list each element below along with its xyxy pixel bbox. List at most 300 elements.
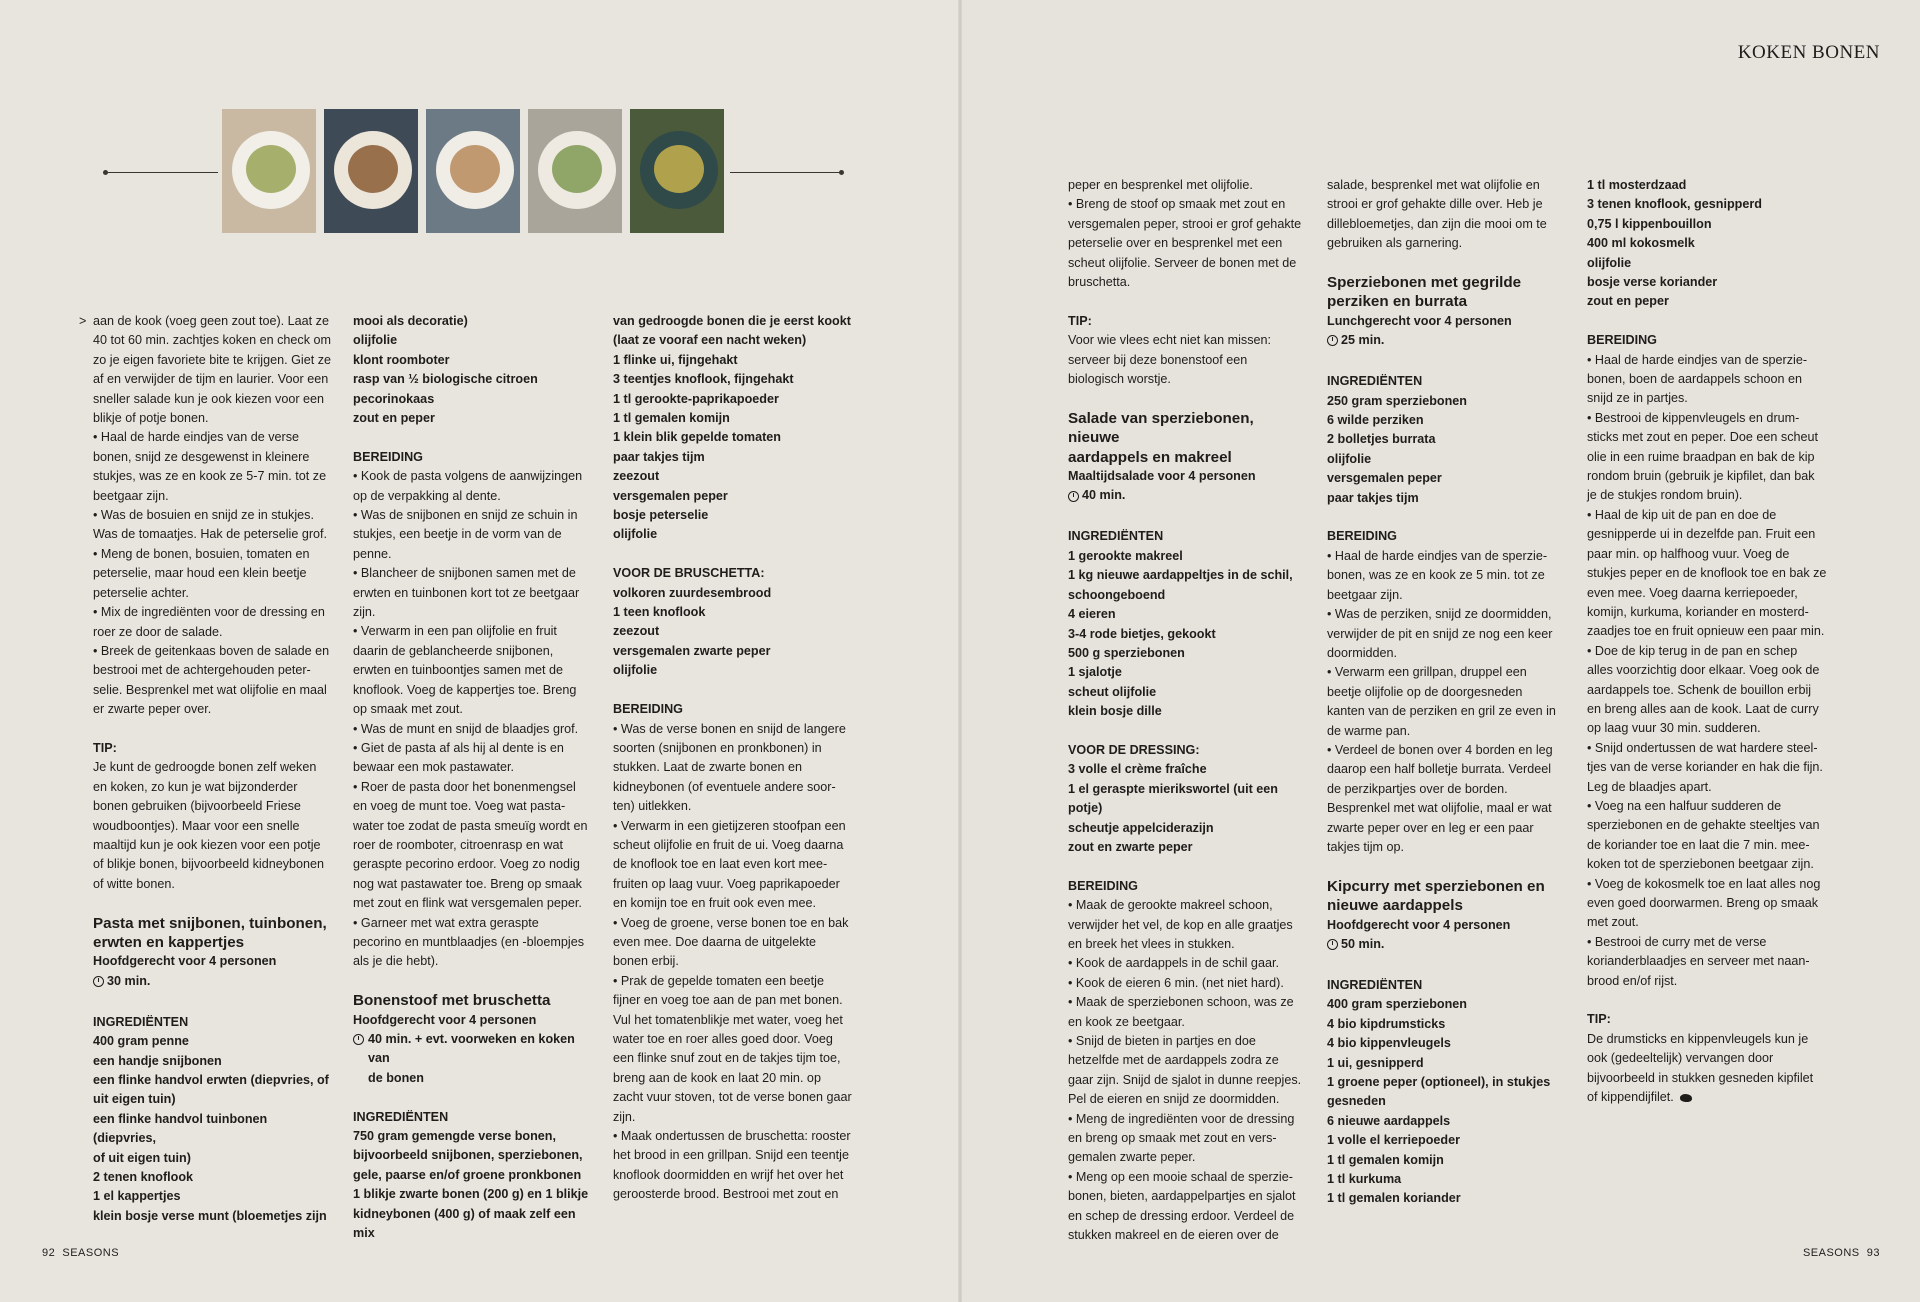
section-header: KOKEN BONEN <box>1737 42 1880 63</box>
column-3 <box>613 312 853 1205</box>
text-line: beetje olijfolie op de doorgesneden <box>1327 684 1523 699</box>
text-line: kanten van de perziken en gril ze even in <box>1327 704 1556 719</box>
text-line: 1 flinke ui, fijngehakt <box>613 352 738 367</box>
text-line: zwarte peper over en leg er een paar <box>1327 820 1534 835</box>
text-line: af en verwijder de tijm en laurier. Voor een <box>93 372 329 387</box>
text-line: zeezout <box>613 469 660 484</box>
text-line: 1 volle el kerriepoeder <box>1327 1133 1461 1148</box>
text-line: 3 volle el crème fraîche <box>1068 762 1207 777</box>
curry-photo <box>630 109 724 233</box>
recipe-time <box>1327 331 1384 350</box>
text-line: gebruiken als garnering. <box>1327 236 1463 251</box>
clock-icon <box>353 1034 364 1045</box>
magazine-name-left: SEASONS <box>62 1247 120 1259</box>
text-line: bonen, was ze en kook ze 5 min. tot ze <box>1327 568 1545 583</box>
text-line: Was de tomaatjes. Hak de peterselie grof. <box>93 527 328 542</box>
column-2 <box>353 312 593 1243</box>
text-line: Vul het tomatenblikje met water, voeg het <box>613 1012 843 1027</box>
text-line: sticks met zout en peper. Doe een scheut <box>1587 430 1819 445</box>
text-line: en voeg de munt toe. Voeg wat pasta- <box>353 799 566 814</box>
text-line: komijn, kurkuma, koriander en mosterd- <box>1587 604 1809 619</box>
text-line: De drumsticks en kippenvleugels kun je <box>1587 1031 1809 1046</box>
text-line: olijfolie <box>1327 451 1372 466</box>
recipe-time <box>93 972 150 991</box>
text-line: paar takjes tijm <box>613 449 705 464</box>
food-shape <box>654 145 704 193</box>
text-line: bonen erbij. <box>613 954 679 969</box>
text-line: • Meng de ingrediënten voor de dressing <box>1068 1111 1295 1126</box>
text-line: Sperziebonen met gegrilde <box>1327 274 1522 292</box>
text-line: 750 gram gemengde verse bonen, <box>353 1129 556 1144</box>
text-line: kidneybonen (400 g) of maak zelf een mix <box>353 1206 576 1241</box>
ingredients-label: INGREDIËNTEN <box>1068 529 1164 544</box>
text-line: zijn. <box>613 1109 636 1124</box>
text-line: • Garneer met wat extra geraspte <box>353 915 539 930</box>
text-line: geraspte pecorino erdoor. Voeg zo nodig <box>353 857 580 872</box>
food-shape <box>348 145 398 193</box>
text-line: biologisch worstje. <box>1068 372 1171 387</box>
page-number-left: 92 <box>42 1247 56 1259</box>
text-line: gesneden <box>1327 1094 1386 1109</box>
text-line: brood en/of rijst. <box>1587 973 1678 988</box>
text-line: nieuwe aardappels <box>1327 897 1463 915</box>
text-line: 1 tl kurkuma <box>1327 1172 1402 1187</box>
food-shape <box>450 145 500 193</box>
thumbnail-strip <box>222 109 724 233</box>
text-line: of witte bonen. <box>93 876 175 891</box>
recipe-title-salade <box>1068 409 1308 467</box>
text-line: selie. Besprenkel met wat olijfolie en maal <box>93 682 327 697</box>
text-line: stukken makreel en de eieren over de <box>1068 1228 1279 1243</box>
text-line: • Kook de eieren 6 min. (net niet hard). <box>1068 975 1284 990</box>
text-line: olijfolie <box>1587 255 1632 270</box>
tip-text <box>93 758 333 894</box>
folio-left <box>42 1247 119 1259</box>
text-line: pecorino en muntblaadjes (en -bloempjes <box>353 934 585 949</box>
tip-label: TIP: <box>1068 313 1092 328</box>
text-line: even goed doorwarmen. Breng op smaak <box>1587 896 1819 911</box>
text-line: takjes tijm op. <box>1327 839 1404 854</box>
text-line: ten) uitlekken. <box>613 799 692 814</box>
recipe-time-value: 40 min. <box>1082 488 1126 503</box>
text-line: maaltijd kun je ook kiezen voor een potje <box>93 837 321 852</box>
text-line: beetgaar zijn. <box>93 488 169 503</box>
text-line: 1 tl gemalen komijn <box>1327 1152 1444 1167</box>
ingredients-label: INGREDIËNTEN <box>1327 374 1423 389</box>
column-5 <box>1327 176 1567 1209</box>
text-line: bijvoorbeeld snijbonen, sperziebonen, <box>353 1148 583 1163</box>
text-line: olijfolie <box>613 663 658 678</box>
mackerel-salad-photo <box>426 109 520 233</box>
text-line: • Doe de kip terug in de pan en schep <box>1587 643 1798 658</box>
text-line: koken tot de sperziebonen beetgaar zijn. <box>1587 857 1814 872</box>
recipe-type: Lunchgerecht voor 4 personen <box>1327 313 1512 328</box>
text-line: als je die hebt). <box>353 954 439 969</box>
preparation-label: BEREIDING <box>1068 878 1138 893</box>
text-line: daarin de geblancheerde snijbonen, <box>353 643 554 658</box>
text-line: snijd ze in partjes. <box>1587 391 1688 406</box>
text-line: 40 tot 60 min. zachtjes koken en check om <box>93 333 332 348</box>
ingredients-list <box>93 1032 333 1226</box>
text-line: blikje of potje bonen. <box>93 411 209 426</box>
pasta-beans-photo <box>222 109 316 233</box>
text-line: • Snijd ondertussen de wat hardere steel- <box>1587 740 1818 755</box>
text-line: stukjes, was ze en kook ze 5-7 min. tot ze <box>93 469 327 484</box>
text-line: bewaar een mok pastawater. <box>353 760 515 775</box>
text-line: versgemalen peper <box>613 488 728 503</box>
text-line: 1 ui, gesnipperd <box>1327 1055 1424 1070</box>
text-line: • Was de bosuien en snijd ze in stukjes. <box>93 508 314 523</box>
recipe-type: Hoofdgerecht voor 4 personen <box>1327 917 1511 932</box>
text-line: met zout en flink wat versgemalen peper. <box>353 896 582 911</box>
text-line: Besprenkel met wat olijfolie, maal er wat <box>1327 801 1552 816</box>
text-line: beetgaar zijn. <box>1327 587 1403 602</box>
text-line: schoongeboend <box>1068 587 1166 602</box>
ingredients-list <box>1587 176 1827 312</box>
text-line: 400 gram penne <box>93 1034 189 1049</box>
text-line: perziken en burrata <box>1327 293 1468 311</box>
tip-label: TIP: <box>93 740 117 755</box>
ingredients-list-2 <box>353 1127 593 1243</box>
text-line: bosje peterselie <box>613 508 709 523</box>
text-line: 1 sjalotje <box>1068 665 1122 680</box>
text-line: Pasta met snijbonen, tuinbonen, <box>93 914 327 932</box>
text-line: strooi er grof gehakte dille over. Heb je <box>1327 197 1543 212</box>
text-line: 250 gram sperziebonen <box>1327 393 1467 408</box>
text-line: 1 gerookte makreel <box>1068 548 1183 563</box>
text-line: nog wat pastawater toe. Breng op smaak <box>353 876 582 891</box>
text-line: op smaak met zout. <box>353 702 463 717</box>
text-line: 1 el kappertjes <box>93 1189 181 1204</box>
preparation-label: BEREIDING <box>1587 333 1657 348</box>
text-line: Je kunt de gedroogde bonen zelf weken <box>93 760 317 775</box>
text-line: klein bosje verse munt (bloemetjes zijn <box>93 1208 327 1223</box>
text-line: 1 tl gemalen koriander <box>1327 1191 1461 1206</box>
text-line: en breek het vlees in stukken. <box>1068 936 1235 951</box>
recipe-time <box>1327 935 1384 954</box>
text-line: • Haal de harde eindjes van de sperzie- <box>1327 548 1548 563</box>
text-line: de bonen <box>368 1070 424 1085</box>
text-line: (laat ze vooraf een nacht weken) <box>613 333 807 348</box>
text-line: knoflook doormidden en wrijf het over het <box>613 1167 844 1182</box>
text-line: een flinke snuf zout en de takjes tijm toe, <box>613 1051 841 1066</box>
text-line: 500 g sperziebonen <box>1068 645 1185 660</box>
text-line: • Haal de kip uit de pan en doe de <box>1587 507 1777 522</box>
text-line: • Was de perziken, snijd ze doormidden, <box>1327 607 1552 622</box>
text-line: verwijder de pit en snijd ze nog een keer <box>1327 626 1553 641</box>
text-line: 400 gram sperziebonen <box>1327 997 1467 1012</box>
clock-icon <box>1327 939 1338 950</box>
text-line: soorten (snijbonen en pronkbonen) in <box>613 740 822 755</box>
ingredients-label: INGREDIËNTEN <box>353 1109 449 1124</box>
text-line: 1 klein blik gepelde tomaten <box>613 430 781 445</box>
text-line: water toe en roer alles goed door. Voeg <box>613 1032 833 1046</box>
text-line: het brood in een grillpan. Snijd een teentje <box>613 1148 849 1163</box>
text-line: zout en zwarte peper <box>1068 839 1193 854</box>
text-line: 3 tenen knoflook, gesnipperd <box>1587 197 1762 212</box>
text-line: Kipcurry met sperziebonen en <box>1327 877 1545 895</box>
text-line: • Bestrooi de curry met de verse <box>1587 934 1767 949</box>
text-line: 4 eieren <box>1068 607 1116 622</box>
peach-burrata-photo <box>528 109 622 233</box>
text-line: woudboontjes). Maar voor een snelle <box>93 818 300 833</box>
folio-right <box>1803 1247 1880 1259</box>
text-line: 6 wilde perziken <box>1327 413 1424 428</box>
preparation-label: BEREIDING <box>353 449 423 464</box>
deco-line-left <box>106 172 218 173</box>
text-line: 2 bolletjes burrata <box>1327 432 1436 447</box>
text-line: scheut olijfolie en fruit de ui. Voeg daarna <box>613 837 844 852</box>
text-line: 400 ml kokosmelk <box>1587 236 1695 251</box>
text-line: de knoflook toe en laat even kort mee- <box>613 857 828 872</box>
text-line: • Verdeel de bonen over 4 borden en leg <box>1327 742 1553 757</box>
text-line: roer ze door de salade. <box>93 624 223 639</box>
text-line: paar takjes tijm <box>1327 490 1419 505</box>
preparation-text <box>613 720 853 1205</box>
text-line: de perzikpartjes over de borden. <box>1327 781 1508 796</box>
text-line: scheutje appelciderazijn <box>1068 820 1214 835</box>
text-line: 3-4 rode bietjes, gekookt <box>1068 626 1216 641</box>
recipe-title-kipcurry <box>1327 877 1567 916</box>
text-line: zeezout <box>613 624 660 639</box>
preparation-label: BEREIDING <box>613 702 683 717</box>
text-line: 4 bio kipdrumsticks <box>1327 1016 1446 1031</box>
text-line: stukjes peper en de knoflook toe en bak ze <box>1587 566 1827 581</box>
text-line: 0,75 l kippenbouillon <box>1587 216 1712 231</box>
bruschetta-label: VOOR DE BRUSCHETTA: <box>613 566 765 581</box>
text-line: hetzelfde met de aardappels zodra ze <box>1068 1053 1279 1068</box>
text-line: en breng op smaak met zout en vers- <box>1068 1131 1277 1146</box>
text-line: • Verwarm in een pan olijfolie en fruit <box>353 624 557 639</box>
text-line: aan de kook (voeg geen zout toe). Laat ze <box>93 314 329 328</box>
text-line: 40 min. + evt. voorweken en koken van <box>368 1032 575 1066</box>
text-line: 2 tenen knoflook <box>93 1170 194 1185</box>
column-4 <box>1068 176 1308 1245</box>
text-line: • Maak de gerookte makreel schoon, <box>1068 898 1273 913</box>
text-line: een flinke handvol erwten (diepvries, of <box>93 1073 329 1087</box>
text-line: geroosterde brood. Bestrooi met zout en <box>613 1187 839 1202</box>
page-number-right: 93 <box>1866 1247 1880 1259</box>
text-line: Leg de blaadjes apart. <box>1587 779 1712 794</box>
text-line: alles voorzichtig door elkaar. Voeg ook de <box>1587 663 1820 678</box>
text-line: 1 tl gerookte-paprikapoeder <box>613 391 779 406</box>
continuation-text <box>1327 176 1567 254</box>
food-shape <box>246 145 296 193</box>
text-line: peper en besprenkel met olijfolie. <box>1068 178 1253 192</box>
ingredients-list-2 <box>1327 995 1567 1208</box>
text-line: sperziebonen en de gehakte steeltjes van <box>1587 818 1820 833</box>
text-line: ook (gedeeltelijk) vervangen door <box>1587 1051 1774 1066</box>
tip-text <box>1068 331 1308 389</box>
text-line: 1 tl mosterdzaad <box>1587 178 1687 192</box>
preparation-text <box>1587 351 1827 991</box>
text-line: Salade van sperziebonen, nieuwe <box>1068 409 1254 447</box>
text-line: stukjes, een beetje in de vorm van de <box>353 527 562 542</box>
ingredients-list <box>613 312 853 545</box>
text-line: aardappels toe. Schenk de bouillon erbij <box>1587 682 1812 697</box>
text-line: bestrooi met de achtergehouden peter- <box>93 663 311 678</box>
text-line: • Breng de stoof op smaak met zout en <box>1068 197 1286 212</box>
text-line: • Breek de geitenkaas boven de salade en <box>93 643 330 658</box>
text-line: • Was de snijbonen en snijd ze schuin in <box>353 508 578 523</box>
text-line: zo je eigen favoriete bite te krijgen. Giet ze <box>93 352 332 367</box>
dressing-list <box>1068 760 1308 857</box>
spine <box>958 0 962 1302</box>
text-line: • Prak de gepelde tomaten een beetje <box>613 973 824 988</box>
clock-icon <box>1327 335 1338 346</box>
text-line: • Haal de harde eindjes van de verse <box>93 430 300 445</box>
text-line: olijfolie <box>613 527 658 542</box>
recipe-time-value <box>368 1030 593 1088</box>
text-line: 3 teentjes knoflook, fijngehakt <box>613 372 794 387</box>
deco-line-right <box>730 172 840 173</box>
text-line: Pel de eieren en snijd ze doormidden. <box>1068 1092 1280 1107</box>
text-line: 4 bio kippenvleugels <box>1327 1036 1451 1051</box>
text-line: uit eigen tuin) <box>93 1092 176 1107</box>
text-line: fijner en voeg toe aan de pan met bonen. <box>613 993 843 1008</box>
text-line: rondom bruin (gebruik je kipfilet, dan bak <box>1587 469 1815 484</box>
text-line: gele, paarse en/of groene pronkbonen <box>353 1167 582 1182</box>
text-line: pecorinokaas <box>353 391 435 406</box>
text-line: • Meng op een mooie schaal de sperzie- <box>1068 1169 1293 1184</box>
text-line: • Kook de pasta volgens de aanwijzingen <box>353 469 583 484</box>
text-line: • Voeg de groene, verse bonen toe en bak <box>613 915 849 930</box>
text-line: knoflook. Voeg de kappertjes toe. Breng <box>353 682 577 697</box>
text-line: daarop een half bolletje burrata. Verdeel <box>1327 762 1552 777</box>
recipe-time-value: 50 min. <box>1341 936 1385 951</box>
recipe-time <box>353 1030 593 1088</box>
text-line: serveer bij deze bonenstoof een <box>1068 352 1248 367</box>
text-line: water toe zodat de pasta smeuïg wordt en <box>353 818 588 833</box>
text-line: versgemalen zwarte peper <box>613 643 771 658</box>
recipe-type: Maaltijdsalade voor 4 personen <box>1068 469 1256 484</box>
text-line: • Maak de sperziebonen schoon, was ze <box>1068 995 1294 1010</box>
text-line: en koken, zo kun je wat bijzonderder <box>93 779 298 794</box>
text-line: zout en peper <box>1587 294 1669 309</box>
text-line: gemalen zwarte peper. <box>1068 1150 1196 1165</box>
ingredients-label: INGREDIËNTEN <box>1327 977 1423 992</box>
text-line: bonen, boen de aardappels schoon en <box>1587 372 1802 387</box>
text-line: breng aan de kook en laat 20 min. op <box>613 1070 821 1085</box>
text-line: doormidden. <box>1327 645 1398 660</box>
recipe-time-value: 30 min. <box>107 973 151 988</box>
continuation-text <box>93 312 333 720</box>
preparation-text <box>1068 896 1308 1245</box>
tip-text <box>1587 1030 1827 1108</box>
text-line: 1 el geraspte mierikswortel (uit een potje) <box>1068 781 1278 816</box>
text-line: peterselie achter. <box>93 585 189 600</box>
ingredients-label: INGREDIËNTEN <box>93 1014 189 1029</box>
tip-label: TIP: <box>1587 1012 1611 1027</box>
text-line: aardappels en makreel <box>1068 448 1232 466</box>
text-line: bonen gebruiken (bijvoorbeeld Friese <box>93 799 301 814</box>
text-line: • Voeg de kokosmelk toe en laat alles nog <box>1587 876 1821 891</box>
text-line: van gedroogde bonen die je eerst kookt <box>613 314 851 328</box>
text-line: • Was de munt en snijd de blaadjes grof. <box>353 721 579 736</box>
text-line: Voor wie vlees echt niet kan missen: <box>1068 333 1272 348</box>
text-line: • Roer de pasta door het bonenmengsel <box>353 779 576 794</box>
ingredients-list <box>353 312 593 428</box>
text-line: en kook ze beetgaar. <box>1068 1014 1185 1029</box>
text-line: salade, besprenkel met wat olijfolie en <box>1327 178 1540 192</box>
text-line: 1 tl gemalen komijn <box>613 411 730 426</box>
text-line: op de verpakking al dente. <box>353 488 501 503</box>
text-line: sneller salade kun je ook kiezen voor een <box>93 391 325 406</box>
deco-dot-right <box>839 170 844 175</box>
text-line: paar min. op halfhoog vuur. Voeg de <box>1587 546 1790 561</box>
text-line: scheut olijfolie. Serveer de bonen met de <box>1068 255 1297 270</box>
column-6 <box>1587 176 1827 1107</box>
text-line: • Bestrooi de kippenvleugels en drum- <box>1587 410 1800 425</box>
text-line: 1 kg nieuwe aardappeltjes in de schil, <box>1068 568 1293 583</box>
text-line: olijfolie <box>353 333 398 348</box>
text-line: • Giet de pasta af als hij al dente is en <box>353 740 564 755</box>
continuation-text <box>1068 176 1308 292</box>
text-line: klein bosje dille <box>1068 704 1162 719</box>
text-line: bosje verse koriander <box>1587 275 1718 290</box>
text-line: • Maak ondertussen de bruschetta: rooster <box>613 1129 851 1144</box>
text-line: penne. <box>353 546 392 561</box>
text-line: erwten en tuinboontjes samen met de <box>353 663 564 678</box>
text-line: of kippendijfilet. <box>1587 1088 1827 1107</box>
text-line: • Was de verse bonen en snijd de langere <box>613 721 846 736</box>
text-line: 1 groene peper (optioneel), in stukjes <box>1327 1075 1551 1090</box>
recipe-title-pasta <box>93 914 333 953</box>
text-line: • Haal de harde eindjes van de sperzie- <box>1587 352 1808 367</box>
text-line: mooi als decoratie) <box>353 314 468 328</box>
clock-icon <box>1068 491 1079 502</box>
text-line: rasp van ½ biologische citroen <box>353 372 538 387</box>
continuation-arrow-icon: > <box>79 314 87 328</box>
dressing-label: VOOR DE DRESSING: <box>1068 742 1200 757</box>
text-line: peterselie, maar houd een klein beetje <box>93 566 307 581</box>
column-1 <box>79 312 333 1226</box>
text-line: een flinke handvol tuinbonen (diepvries, <box>93 1111 268 1146</box>
text-line: • Voeg na een halfuur sudderen de <box>1587 798 1782 813</box>
clock-icon <box>93 976 104 987</box>
text-line: een handje snijbonen <box>93 1053 222 1068</box>
text-line: 6 nieuwe aardappels <box>1327 1113 1451 1128</box>
text-line: zacht vuur stoven, tot de verse bonen gaar <box>613 1090 852 1105</box>
recipe-title-bonenstoof: Bonenstoof met bruschetta <box>353 992 551 1010</box>
text-line: peterselie over en besprenkel met een <box>1068 236 1283 251</box>
text-line: je de stukjes rondom bruin). <box>1587 488 1743 503</box>
stew-photo <box>324 109 418 233</box>
text-line: 1 teen knoflook <box>613 605 706 620</box>
text-line: en komijn toe en fruit ook even mee. <box>613 896 817 911</box>
recipe-time <box>1068 486 1125 505</box>
text-line: versgemalen peper <box>1327 471 1442 486</box>
text-line: klont roomboter <box>353 352 450 367</box>
text-line: verwijder het vel, de kop en alle graatjes <box>1068 917 1293 932</box>
text-line: erwten en kappertjes <box>93 933 245 951</box>
text-line: versgemalen peper, strooi er grof gehakte <box>1068 216 1302 231</box>
text-line: bijvoorbeeld in stukken gesneden kipfilet <box>1587 1070 1814 1085</box>
text-line: bruschetta. <box>1068 275 1131 290</box>
text-line: • Verwarm in een gietijzeren stoofpan een <box>613 818 846 833</box>
magazine-name-right: SEASONS <box>1802 1247 1860 1259</box>
recipe-title-perziken <box>1327 273 1567 312</box>
text-line: • Snijd de bieten in partjes en doe <box>1068 1034 1256 1048</box>
text-line: roer de roomboter, citroenrasp en wat <box>353 837 564 852</box>
text-line: korianderblaadjes en serveer met naan- <box>1587 954 1810 969</box>
ingredients-list <box>1327 392 1567 508</box>
text-line: • Blancheer de snijbonen samen met de <box>353 566 576 581</box>
preparation-text <box>353 467 593 972</box>
text-line: zout en peper <box>353 411 435 426</box>
text-line: de warme pan. <box>1327 723 1411 738</box>
text-line: • Kook de aardappels in de schil gaar. <box>1068 956 1279 971</box>
